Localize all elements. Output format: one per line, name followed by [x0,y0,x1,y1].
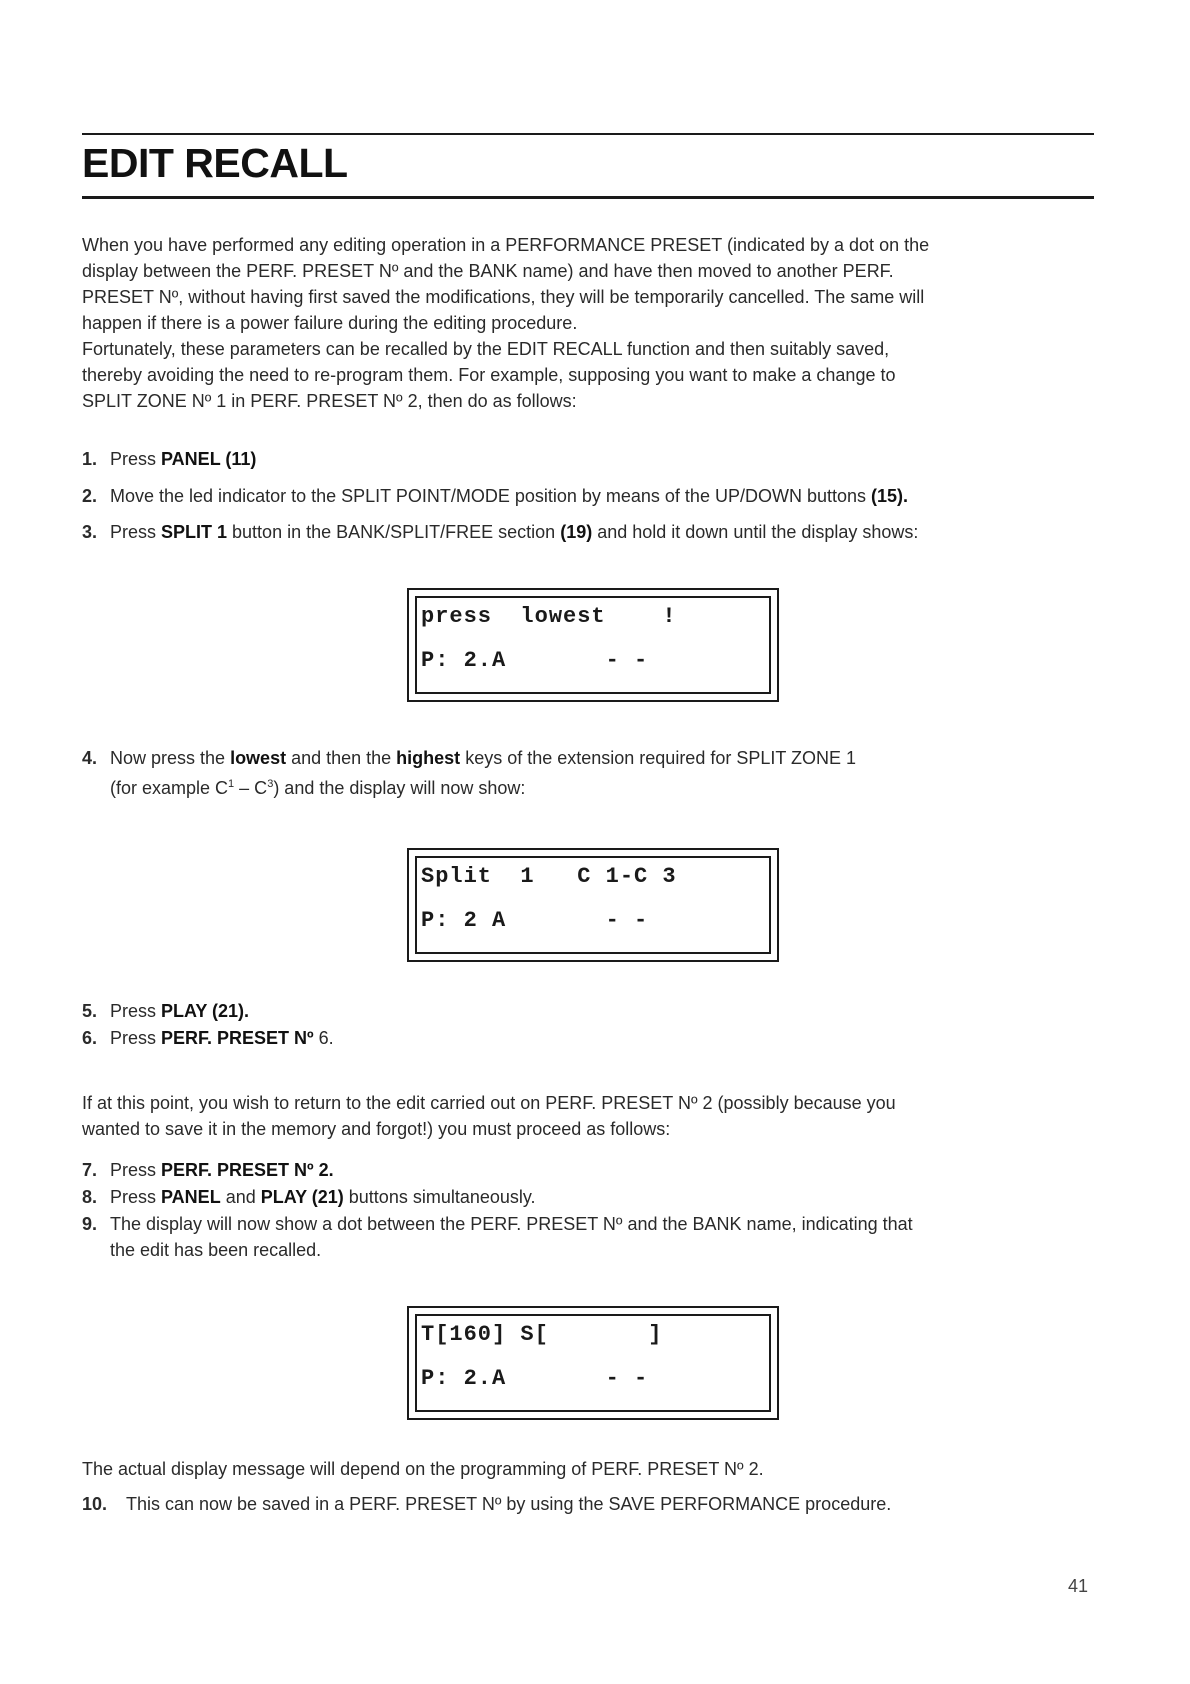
step-text: and [220,1187,261,1207]
step-text: Press [110,449,162,469]
step-bold: (19) [560,522,593,542]
title-underline [82,196,1094,199]
step-text: and hold it down until the display shows: [592,522,919,542]
step-text: Press [110,1187,162,1207]
superscript: 1 [228,778,235,790]
lcd-display-3 [407,1306,779,1420]
intro-line: SPLIT ZONE Nº 1 in PERF. PRESET Nº 2, then do as follows: [82,391,577,411]
step-text: Press [110,1001,162,1021]
intro-line: happen if there is a power failure during the editing procedure. [82,313,578,333]
superscript: 3 [267,778,274,790]
step-bold: (15). [871,486,909,506]
lcd-display-1 [407,588,779,702]
lcd-row-2: P: 2.A - - [421,1366,649,1391]
page-number: 41 [1068,1576,1089,1596]
step-bold: PANEL [161,1187,221,1207]
step-4 [82,745,1094,801]
step-text: This can now be saved in a PERF. PRESET Nº by using the SAVE PERFORMANCE procedure. [126,1494,892,1514]
middle-line: If at this point, you wish to return to the edit carried out on PERF. PRESET Nº 2 (possibly because you [82,1093,896,1113]
step-bold: lowest [230,748,287,768]
intro-line: PRESET Nº, without having first saved the modifications, they will be temporarily cancelled. The same will [82,287,925,307]
closing-line: The actual display message will depend on the programming of PERF. PRESET Nº 2. [82,1459,764,1479]
step-number: 7. [82,1160,98,1180]
intro-line: thereby avoiding the need to re-program them. For example, supposing you want to make a change to [82,365,896,385]
intro-line: display between the PERF. PRESET Nº and the BANK name) and have then moved to another PERF. [82,261,894,281]
step-2 [82,483,1094,509]
step-text: Press [110,1160,162,1180]
step-bold: PLAY (21) [260,1187,344,1207]
step-10 [82,1491,1094,1517]
closing-paragraph [82,1456,1094,1482]
step-1 [82,446,1094,472]
top-rule [82,133,1094,135]
step-number: 1. [82,449,98,469]
step-continuation: the edit has been recalled. [110,1240,322,1260]
step-text: Press [110,1028,162,1048]
step-number: 3. [82,522,98,542]
intro-paragraph [82,232,1094,414]
step-text: Move the led indicator to the SPLIT POINT/MODE position by means of the UP/DOWN buttons [110,486,871,506]
page-title: EDIT RECALL [82,140,348,186]
step-number: 9. [82,1214,98,1234]
step-3 [82,519,1094,545]
lcd-row-1: T[160] S[ ] [421,1322,663,1347]
step-bold: SPLIT 1 [161,522,228,542]
step-text: buttons simultaneously. [343,1187,536,1207]
step-9 [82,1211,1094,1263]
step-text: Press [110,522,162,542]
step-bold: PERF. PRESET Nº [161,1028,314,1048]
lcd-row-2: P: 2 A - - [421,908,649,933]
lcd-row-1: Split 1 C 1-C 3 [421,864,677,889]
step-text: 6. [313,1028,334,1048]
step-text: The display will now show a dot between the PERF. PRESET Nº and the BANK name, indicating that [110,1214,913,1234]
step-number: 4. [82,748,98,768]
step-5 [82,998,1094,1024]
lcd-row-2: P: 2.A - - [421,648,649,673]
step-8 [82,1184,1094,1210]
intro-line: When you have performed any editing operation in a PERFORMANCE PRESET (indicated by a dot on the [82,235,930,255]
step-text: keys of the extension required for SPLIT ZONE 1 [460,748,857,768]
step-number: 10. [82,1494,108,1514]
middle-line: wanted to save it in the memory and forgot!) you must proceed as follows: [82,1119,671,1139]
step-number: 5. [82,1001,98,1021]
step-bold: PLAY (21). [161,1001,250,1021]
lcd-display-2 [407,848,779,962]
middle-paragraph [82,1090,1094,1142]
step-bold: PERF. PRESET Nº 2. [161,1160,334,1180]
step-text: (for example C [110,778,229,798]
intro-line: Fortunately, these parameters can be recalled by the EDIT RECALL function and then suitably saved, [82,339,890,359]
step-text: Now press the [110,748,231,768]
step-bold: PANEL (11) [161,449,257,469]
step-text: button in the BANK/SPLIT/FREE section [227,522,561,542]
lcd-row-1: press lowest ! [421,604,677,629]
step-text: – C [234,778,268,798]
step-continuation [82,771,1094,801]
step-number: 2. [82,486,98,506]
step-6 [82,1025,1094,1051]
step-7 [82,1157,1094,1183]
step-text: ) and the display will now show: [273,778,526,798]
step-number: 8. [82,1187,98,1207]
step-text: and then the [286,748,397,768]
step-number: 6. [82,1028,98,1048]
step-bold: highest [396,748,461,768]
